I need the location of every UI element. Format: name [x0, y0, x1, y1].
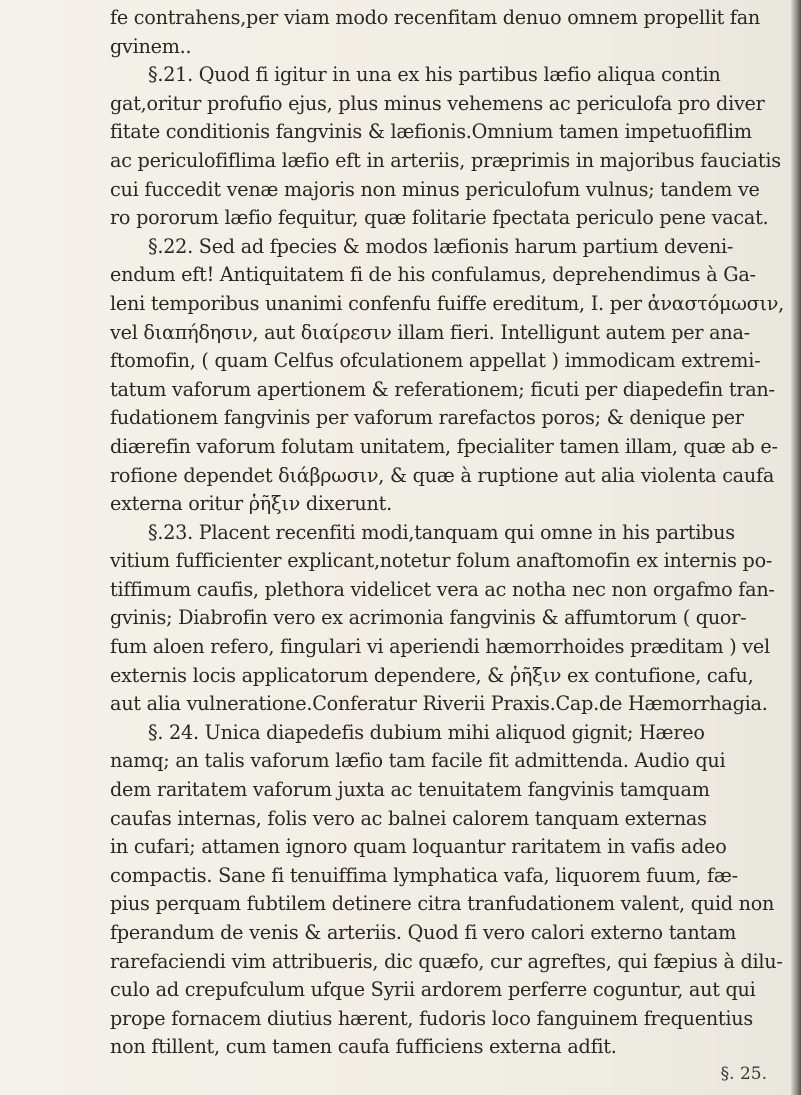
text-line: dem raritatem vaforum juxta ac tenuitatem fangvinis tamquam [110, 778, 710, 802]
text-line: gat,oritur profufio ejus, plus minus vehemens ac periculofa pro diver [110, 91, 765, 115]
text-line: namq; an talis vaforum læfio tam facile fit admittenda. Audio qui [110, 749, 726, 773]
text-line: tiffimum caufis, plethora videlicet vera ac notha nec non orgafmo fan- [110, 577, 775, 601]
catchword: §. 25. [720, 1064, 767, 1084]
paragraph-22-start: §.22. Sed ad fpecies & modos læfionis harum partium deveni- [148, 234, 734, 258]
text-line: pius perquam fubtilem detinere citra tranfudationem valent, quid non [110, 892, 775, 916]
text-line: fitate conditionis fangvinis & læfionis.Omnium tamen impetuofiflim [110, 120, 752, 144]
text-line: caufas internas, folis vero ac balnei calorem tanquam externas [110, 806, 707, 830]
text-line: fudationem fangvinis per vaforum rarefactos poros; & denique per [110, 406, 744, 430]
text-line: gvinem.. [110, 34, 192, 58]
text-line: tatum vaforum apertionem & referationem; ficuti per diapedefin tran- [110, 377, 775, 401]
text-line: culo ad crepufculum ufque Syrii ardorem perferre coguntur, aut qui [110, 978, 756, 1002]
text-line: rarefaciendi vim attribueris, dic quæfo, cur agreftes, qui fæpius à dilu- [110, 949, 783, 973]
paragraph-21-start: §.21. Quod fi igitur in una ex his partibus læfio aliqua contin [148, 63, 721, 87]
text-line: ro pororum læfio fequitur, quæ folitarie fpectata periculo pene vacat. [110, 206, 769, 230]
text-line: vitium fufficienter explicant,notetur folum anaftomofin ex internis po- [110, 549, 773, 573]
text-line: gvinis; Diabrofin vero ex acrimonia fangvinis & affumtorum ( quor- [110, 606, 747, 630]
text-line: compactis. Sane fi tenuiffima lymphatica vafa, liquorem fuum, fæ- [110, 863, 738, 887]
text-line: non ftillent, cum tamen caufa fufficiens externa adfit. [110, 1035, 617, 1059]
text-line: vel διαπήδησιν, aut διαίρεσιν illam fieri. Intelligunt autem per ana- [110, 320, 750, 344]
text-line: fum aloen refero, fingulari vi aperiendi hæmorrhoides præditam ) vel [110, 635, 770, 659]
text-line: ac periculofiflima læfio eft in arteriis, præprimis in majoribus fauciatis [110, 148, 781, 172]
text-line: leni temporibus unanimi confenfu fuiffe ereditum, I. per ἀναστόμωσιν, [110, 291, 784, 315]
text-line: prope fornacem diutius hærent, fudoris loco fanguinem frequentius [110, 1006, 753, 1030]
text-line: ftomofin, ( quam Celfus ofculationem appellat ) immodicam extremi- [110, 349, 761, 373]
text-line: rofione dependet διάβρωσιν, & quæ à ruptione aut alia violenta caufa [110, 463, 775, 487]
page-edge-shadow [791, 0, 801, 1095]
paragraph-24-start: §. 24. Unica diapedefis dubium mihi aliquod gignit; Hæreo [148, 720, 705, 744]
text-line: fperandum de venis & arteriis. Quod fi vero calori externo tantam [110, 921, 737, 944]
text-line: endum eft! Antiquitatem fi de his confulamus, deprehendimus à Ga- [110, 263, 756, 287]
body-text [110, 4, 788, 1062]
text-line: diærefin vaforum folutam unitatem, fpecialiter tamen illam, quæ ab e- [110, 434, 778, 458]
text-line: externis locis applicatorum dependere, & ῥῆξιν ex contufione, cafu, [110, 663, 754, 687]
paragraph-23-start: §.23. Placent recenfiti modi,tanquam qui omne in his partibus [148, 520, 735, 544]
text-line: in cufari; attamen ignoro quam loquantur raritatem in vafis adeo [110, 835, 727, 859]
text-line: aut alia vulneratione.Conferatur Riverii Praxis.Cap.de Hæmorrhagia. [110, 692, 768, 716]
text-line: fe contrahens,per viam modo recenfitam denuo omnem propellit fan [110, 6, 761, 29]
text-line: externa oritur ῥῆξιν dixerunt. [110, 492, 392, 516]
text-line: cui fuccedit venæ majoris non minus periculofum vulnus; tandem ve [110, 177, 760, 201]
